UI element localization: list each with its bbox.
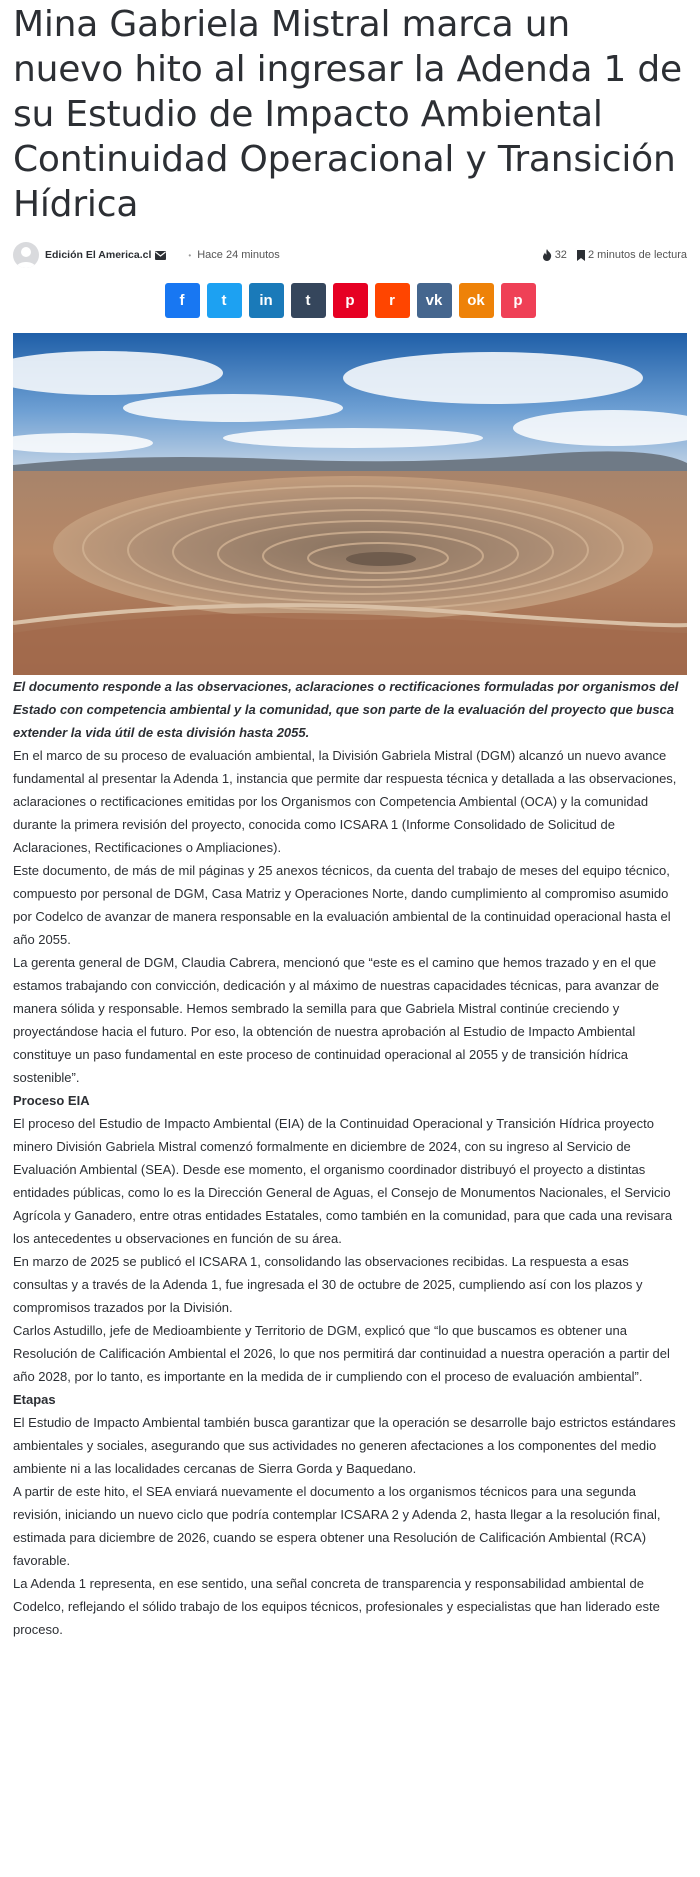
section-heading-proceso-eia: Proceso EIA bbox=[13, 1093, 90, 1108]
share-reddit-button[interactable] bbox=[375, 283, 410, 318]
share-pinterest-button[interactable] bbox=[333, 283, 368, 318]
vk-icon: vk bbox=[425, 292, 443, 309]
pocket-icon: p bbox=[513, 292, 523, 309]
paragraph: El proceso del Estudio de Impacto Ambiental (EIA) de la Continuidad Operacional y Transición Hídrica proyecto minero División Gabriela Mistral comenzó formalmente en diciembre de 2024, con su ingreso al Servicio de Evaluación Ambiental (SEA). Desde ese momento, el organismo coordinador distribuyó el proyecto a distintas entidades públicas, como lo es la Dirección General de Aguas, el Consejo de Monumentos Nacionales, el Servicio Agrícola y Ganadero, entre otras entidades Estatales, como también en la comunidad, para que cada una revisara los antecedentes u observaciones en función de su área. bbox=[13, 1116, 673, 1246]
share-pocket-button[interactable] bbox=[501, 283, 536, 318]
twitter-icon: t bbox=[221, 292, 227, 309]
paragraph: A partir de este hito, el SEA enviará nuevamente el documento a los organismos técnicos para una segunda revisión, iniciando un nuevo ciclo que podría contemplar ICSARA 2 y Adenda 2, hasta llegar a la resolución final, estimada para diciembre de 2026, cuando se espera obtener una Resolución de Calificación Ambiental (RCA) favorable. bbox=[13, 1484, 661, 1568]
post-meta bbox=[13, 241, 687, 269]
share-facebook-button[interactable] bbox=[165, 283, 200, 318]
linkedin-icon: in bbox=[259, 292, 273, 309]
section-heading-etapas: Etapas bbox=[13, 1392, 56, 1407]
article-title: Mina Gabriela Mistral marca un nuevo hito al ingresar la Adenda 1 de su Estudio de Impacto Ambiental Continuidad Operacional y Transición Hídrica bbox=[13, 4, 682, 225]
paragraph: Este documento, de más de mil páginas y 25 anexos técnicos, da cuenta del trabajo de meses del equipo técnico, compuesto por personal de DGM, Casa Matriz y Operaciones Norte, dando cumplimiento al compromiso asumido por Codelco de avanzar de manera responsable en la evaluación ambiental de la continuidad operacional hasta el año 2055. bbox=[13, 863, 671, 947]
author-name[interactable]: Edición El America.cl bbox=[45, 249, 152, 261]
separator-dot: • bbox=[188, 250, 192, 260]
share-twitter-button[interactable] bbox=[207, 283, 242, 318]
facebook-icon: f bbox=[179, 292, 185, 309]
reddit-icon: r bbox=[389, 292, 395, 309]
odnoklassniki-icon: ok bbox=[467, 292, 485, 309]
paragraph: La Adenda 1 representa, en ese sentido, una señal concreta de transparencia y responsabilidad ambiental de Codelco, reflejando el sólido trabajo de los equipos técnicos, profesionales y especialistas que han liderado este proceso. bbox=[13, 1576, 660, 1637]
pinterest-icon: p bbox=[345, 292, 355, 309]
paragraph: Carlos Astudillo, jefe de Medioambiente y Territorio de DGM, explicó que “lo que buscamos es obtener una Resolución de Calificación Ambiental el 2026, lo que nos permitirá dar continuidad a nuestra operación a partir del año 2028, por lo tanto, es importante en la medida de ir cumpliendo con el proceso de evaluación ambiental”. bbox=[13, 1323, 670, 1384]
bookmark-icon bbox=[577, 250, 585, 261]
reading-time-value: 2 minutos de lectura bbox=[587, 249, 687, 261]
views-count bbox=[542, 249, 567, 261]
paragraph: En marzo de 2025 se publicó el ICSARA 1, consolidando las observaciones recibidas. La respuesta a esas consultas y a través de la Adenda 1, fue ingresada el 30 de octubre de 2025, cumpliendo así con los plazos y compromisos trazados por la División. bbox=[13, 1254, 643, 1315]
envelope-icon[interactable] bbox=[155, 251, 166, 260]
paragraph: La gerenta general de DGM, Claudia Cabrera, mencionó que “este es el camino que hemos trazado y en el que estamos trabajando con convicción, dedicación y al máximo de nuestras capacidades técnicas, para avanzar de manera sólida y responsable. Hemos sembrado la semilla para que Gabriela Mistral continúe creciendo y proyectándose hacia el futuro. Por eso, la obtención de nuestra aprobación al Estudio de Impacto Ambiental constituye un paso fundamental en este proceso de continuidad operacional al 2055 y de transición hídrica sostenible”. bbox=[13, 955, 660, 1085]
paragraph: El Estudio de Impacto Ambiental también busca garantizar que la operación se desarrolle bajo estrictos estándares ambientales y sociales, asegurando que sus actividades no generen afectaciones a los componentes del medio ambiente ni a las localidades cercanas de Sierra Gorda y Baquedano. bbox=[13, 1415, 676, 1476]
post-time: Hace 24 minutos bbox=[197, 249, 280, 261]
share-tumblr-button[interactable] bbox=[291, 283, 326, 318]
article-body bbox=[13, 675, 687, 1641]
share-buttons bbox=[13, 283, 687, 318]
tumblr-icon: t bbox=[305, 292, 311, 309]
author-avatar[interactable] bbox=[13, 242, 39, 268]
user-icon bbox=[13, 242, 39, 268]
share-linkedin-button[interactable] bbox=[249, 283, 284, 318]
article-lead: El documento responde a las observaciones, aclaraciones o rectificaciones formuladas por organismos del Estado con competencia ambiental y la comunidad, que son parte de la evaluación del proyecto que busca extender la vida útil de esta división hasta 2055. bbox=[13, 679, 679, 740]
reading-time bbox=[577, 249, 687, 261]
fire-icon bbox=[542, 249, 552, 261]
share-odnoklassniki-button[interactable] bbox=[459, 283, 494, 318]
article-image bbox=[13, 333, 687, 675]
paragraph: En el marco de su proceso de evaluación ambiental, la División Gabriela Mistral (DGM) alcanzó un nuevo avance fundamental al presentar la Adenda 1, instancia que permite dar respuesta técnica y detallada a las observaciones, aclaraciones o rectificaciones emitidas por los Organismos con Competencia Ambiental (OCA) y la comunidad durante la primera revisión del proyecto, conocida como ICSARA 1 (Informe Consolidado de Solicitud de Aclaraciones, Rectificaciones o Ampliaciones). bbox=[13, 748, 677, 855]
share-vkontakte-button[interactable] bbox=[417, 283, 452, 318]
views-value: 32 bbox=[554, 249, 567, 261]
